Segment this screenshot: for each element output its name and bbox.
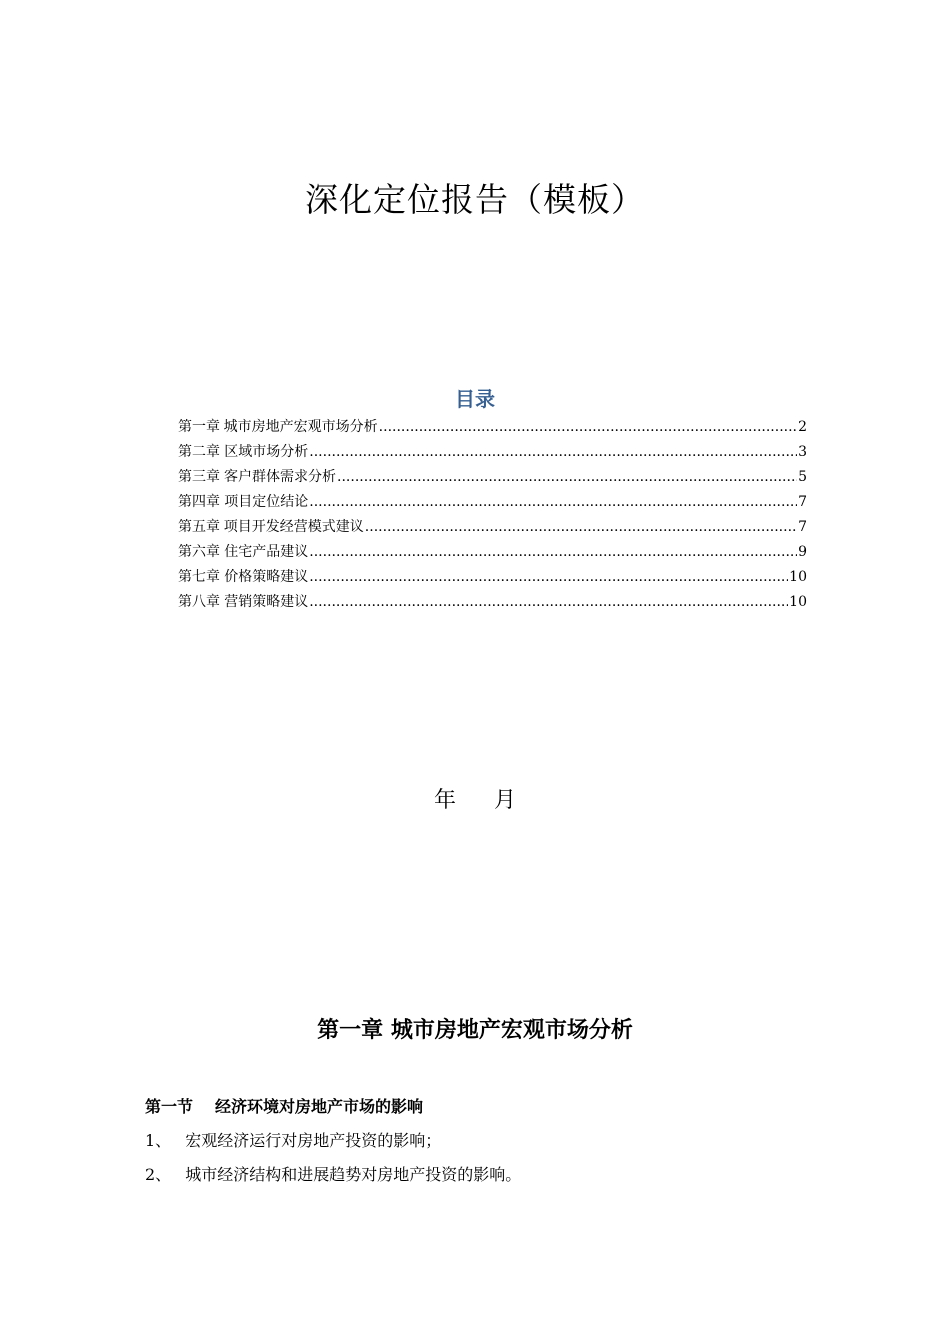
toc-entry[interactable] <box>178 590 807 615</box>
toc-chapter-title: 项目开发经营模式建议 <box>223 519 364 535</box>
toc-page-number: 7 <box>798 494 807 510</box>
list-item-number: 1、 <box>145 1131 172 1150</box>
section-heading <box>145 1094 423 1120</box>
toc-heading: 目录 <box>455 387 495 411</box>
toc-entry[interactable] <box>178 490 807 515</box>
toc-chapter-title: 城市房地产宏观市场分析 <box>223 419 378 435</box>
list-item-number: 2、 <box>145 1165 172 1184</box>
toc-chapter-number: 第四章 <box>178 494 220 510</box>
toc-dot-leader <box>309 590 788 615</box>
toc-dot-leader <box>309 440 797 465</box>
toc-page-number: 10 <box>789 594 807 610</box>
toc-dot-leader <box>379 415 797 440</box>
toc-chapter-title: 住宅产品建议 <box>224 544 309 560</box>
section-title: 经济环境对房地产市场的影响 <box>215 1097 424 1116</box>
toc-page-number: 2 <box>798 419 807 435</box>
toc-chapter-number: 第七章 <box>178 569 220 585</box>
toc-page-number: 5 <box>798 469 807 485</box>
table-of-contents <box>178 415 807 615</box>
toc-chapter-number: 第八章 <box>178 594 220 610</box>
list-item <box>145 1128 441 1154</box>
toc-entry[interactable] <box>178 440 807 465</box>
toc-chapter-number: 第六章 <box>178 544 220 560</box>
report-date <box>0 786 950 816</box>
toc-chapter-number: 第五章 <box>178 519 220 535</box>
toc-page-number: 3 <box>798 444 807 460</box>
month-label: 月 <box>494 788 517 813</box>
section-number: 第一节 <box>145 1097 194 1116</box>
toc-chapter-number: 第一章 <box>178 419 220 435</box>
toc-chapter-number: 第二章 <box>178 444 220 460</box>
toc-dot-leader <box>365 515 797 540</box>
toc-entry[interactable] <box>178 415 807 440</box>
toc-entry[interactable] <box>178 465 807 490</box>
toc-chapter-title: 价格策略建议 <box>224 569 309 585</box>
toc-entry[interactable] <box>178 565 807 590</box>
list-item <box>145 1162 521 1188</box>
toc-chapter-title: 营销策略建议 <box>224 594 309 610</box>
year-label: 年 <box>433 788 456 813</box>
chapter-number: 第一章 <box>317 1018 384 1043</box>
toc-dot-leader <box>309 540 797 565</box>
toc-chapter-number: 第三章 <box>178 469 220 485</box>
toc-page-number: 10 <box>789 569 807 585</box>
toc-dot-leader <box>309 565 788 590</box>
list-item-text: 宏观经济运行对房地产投资的影响； <box>185 1131 442 1150</box>
toc-chapter-title: 区域市场分析 <box>224 444 309 460</box>
toc-entry[interactable] <box>178 540 807 565</box>
toc-entry[interactable] <box>178 515 807 540</box>
toc-chapter-title: 项目定位结论 <box>224 494 309 510</box>
toc-dot-leader <box>337 465 797 490</box>
toc-page-number: 9 <box>798 544 807 560</box>
document-title: 深化定位报告（模板） <box>305 180 645 219</box>
toc-page-number: 7 <box>798 519 807 535</box>
chapter-title: 城市房地产宏观市场分析 <box>390 1018 633 1043</box>
toc-dot-leader <box>309 490 797 515</box>
chapter-heading <box>0 1015 950 1047</box>
list-item-text: 城市经济结构和进展趋势对房地产投资的影响。 <box>185 1165 522 1184</box>
toc-chapter-title: 客户群体需求分析 <box>224 469 337 485</box>
